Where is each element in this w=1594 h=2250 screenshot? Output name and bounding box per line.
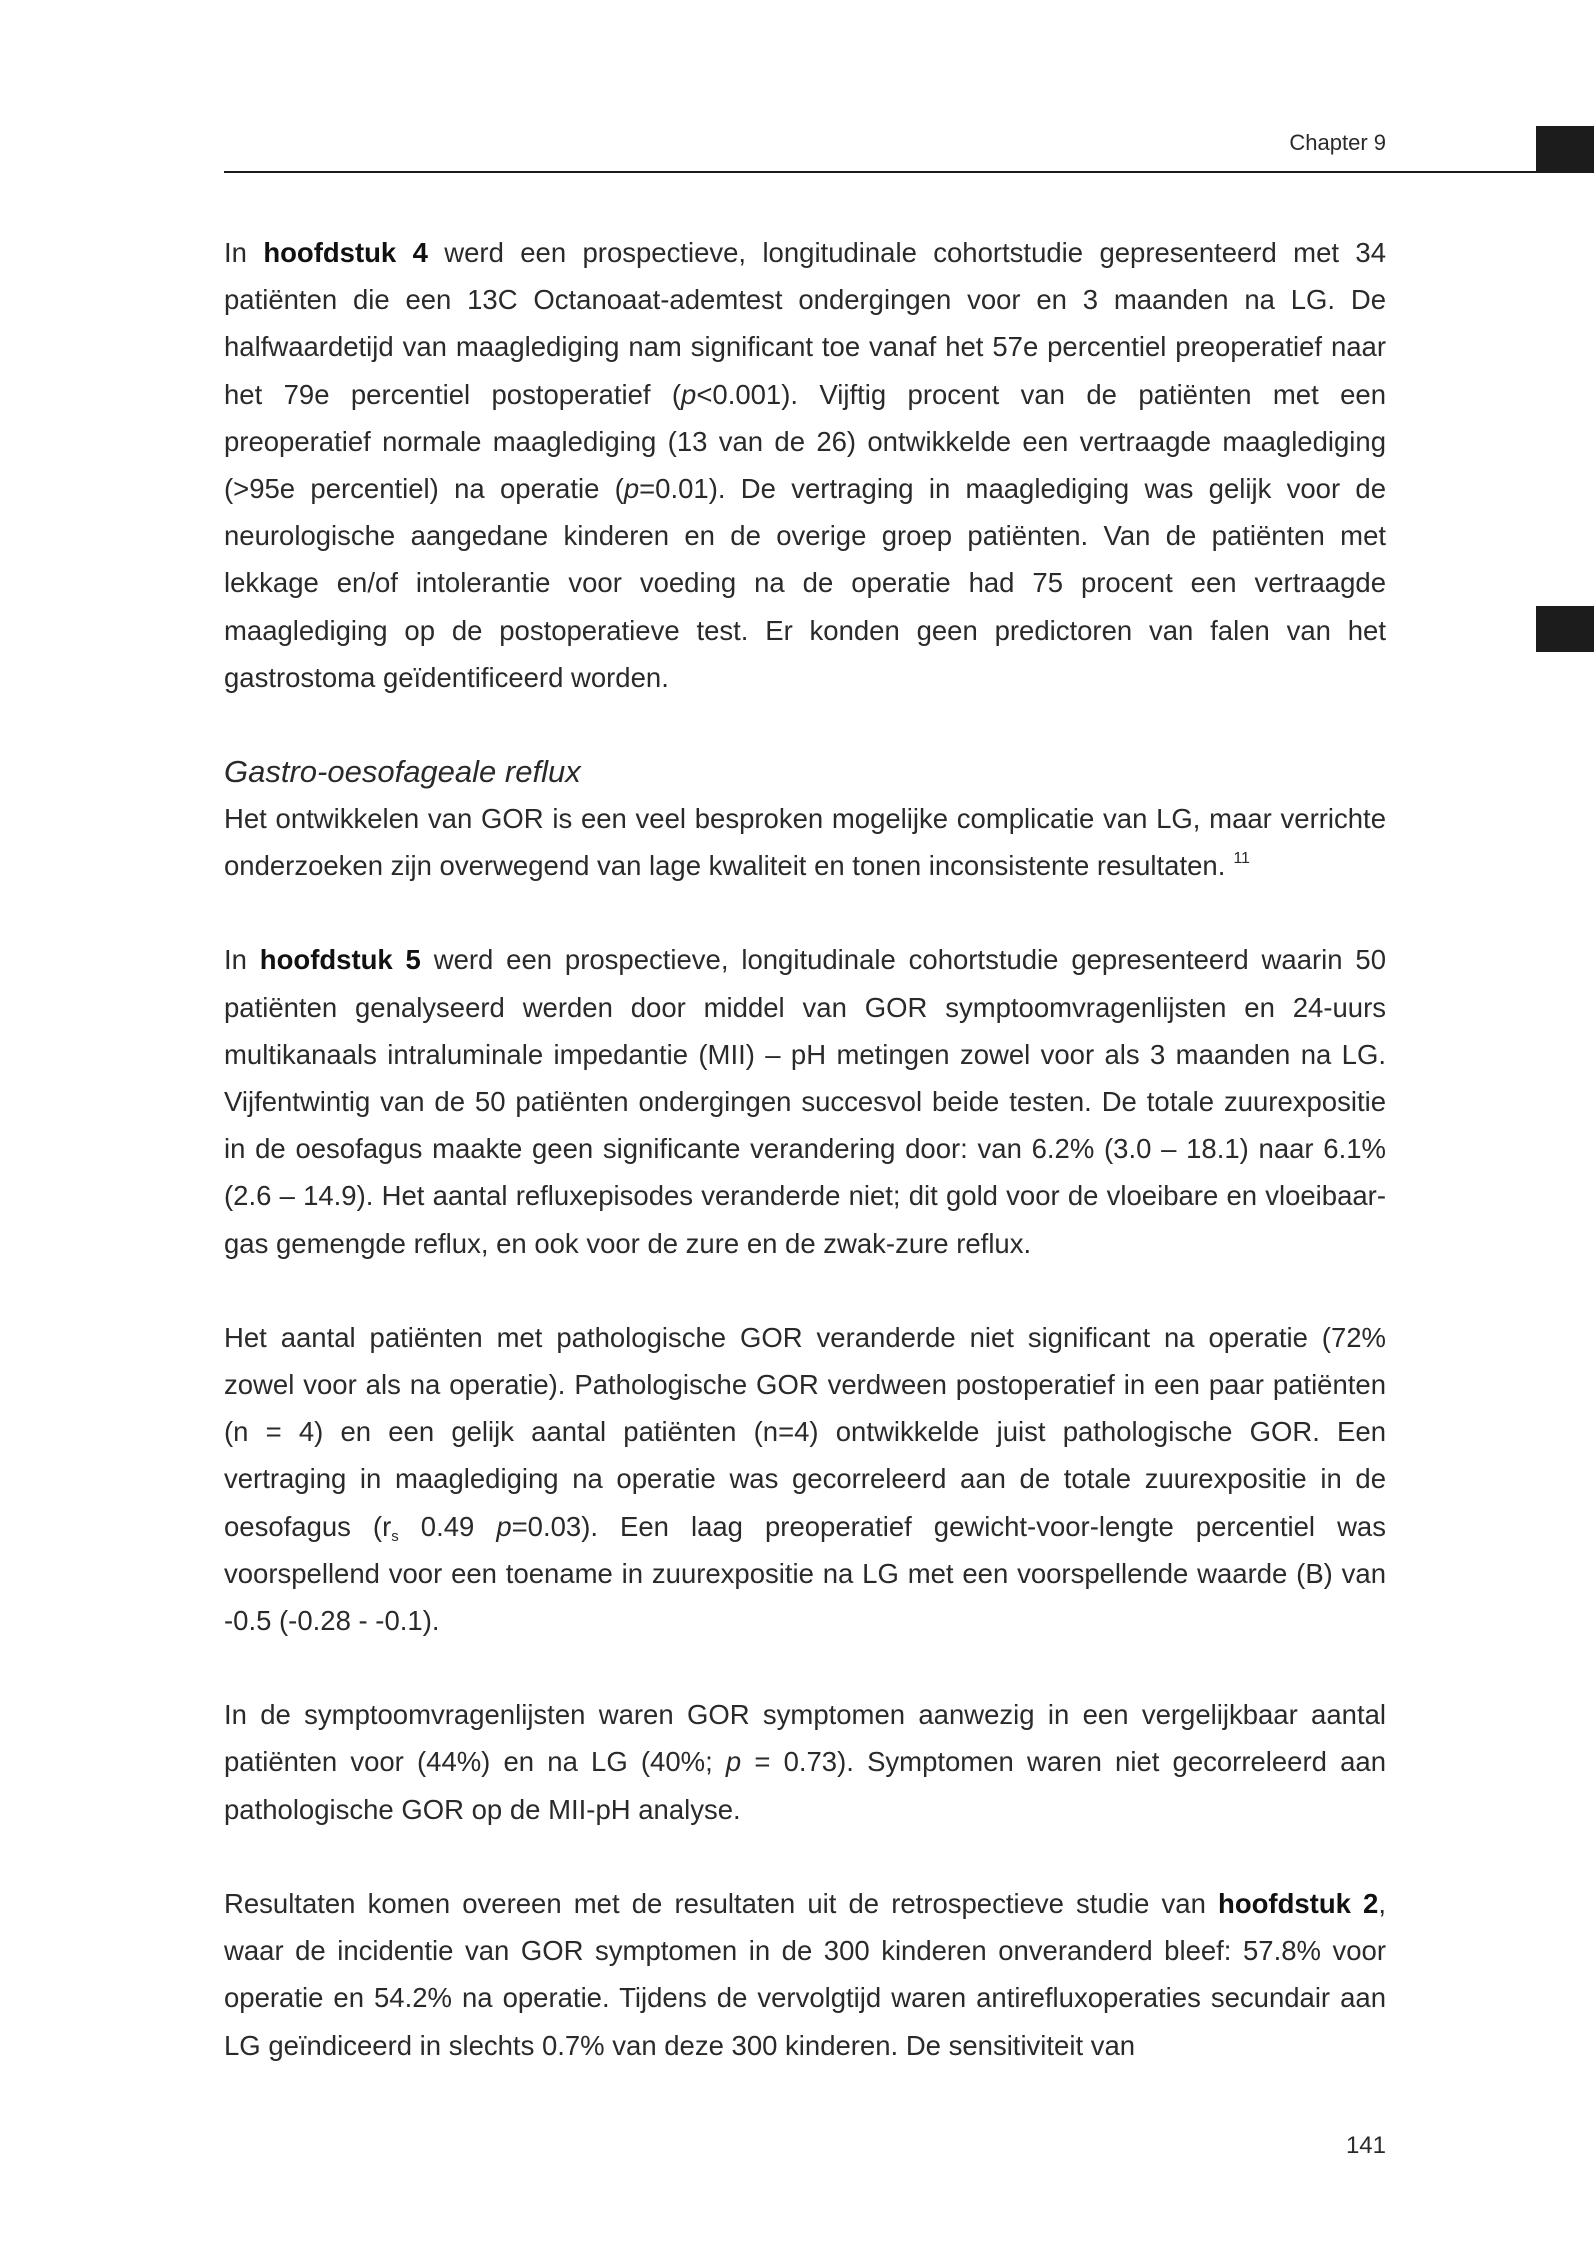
p-value-symbol: p [681,378,697,410]
text-run: werd een prospectieve, longitudinale cohortstudie gepresenteerd waarin 50 patiënten genalyseerd werden door middel van GOR symptoomvragenlijsten en 24-uurs multikanaals intraluminale impedantie (MII) – pH metingen zowel voor als 3 maanden na LG. Vijfentwintig van de 50 patiënten ondergingen succesvol beide testen. De totale zuurexpositie in de oesofagus maakte geen significante verandering door: van 6.2% (3.0 – 18.1) naar 6.1% (2.6 – 14.9). Het aantal refluxepisodes veranderde niet; dit gold voor de vloeibare en vloeibaar-gas gemengde reflux, en ook voor de zure en de zwak-zure reflux. [224,944,1386,1259]
text-run: =0.01). De vertraging in maaglediging was gelijk voor de neurologische aangedane kinderen en de overige groep patiënten. Van de patiënten met lekkage en/of intolerantie voor voeding na de operatie had 75 procent een vertraagde maaglediging op de postoperatieve test. Er konden geen predictoren van falen van het gastrostoma geïdentificeerd worden. [224,473,1386,693]
p-value-symbol: p [496,1510,512,1542]
body-text [224,229,1386,2069]
reference-superscript: 11 [1233,850,1250,868]
chapter-thumb-tab [1536,126,1594,172]
header-rule [224,171,1594,173]
chapter-marker-tab [1536,606,1594,652]
p-value-symbol: p [725,1746,742,1778]
text-run: Het aantal patiënten met pathologische GOR veranderde niet significant na operatie (72% zowel voor als na operatie). Pathologische GOR verdween postoperatief in een paar patiënten (n = 4) en een gelijk aantal patiënten (n=4) ontwikkelde juist pathologische GOR. Een vertraging in maaglediging na operatie was gecorreleerd aan de totale zuurexpositie in de oesofagus (r [224,1321,1386,1542]
paragraph-pathological-gor [224,1314,1386,1644]
text-run: <0.001). Vijftig procent van de patiënten met een preoperatief normale maaglediging (13 van de 26) ontwikkelde een vertraagde maaglediging (>95e percentiel) na operatie ( [224,378,1386,505]
chapter-label: Chapter 9 [1289,130,1386,155]
section-heading: Gastro-oesofageale reflux [224,754,581,790]
paragraph-hoofdstuk-4 [224,229,1386,701]
text-run: Het ontwikkelen van GOR is een veel besproken mogelijke complicatie van LG, maar verrichte onderzoeken zijn overwegend van lage kwaliteit en tonen inconsistente resultaten. [224,803,1386,882]
paragraph-results-hoofdstuk-2 [224,1880,1386,2069]
subscript: s [391,1527,399,1545]
text-run: Resultaten komen overeen met de resultaten uit de retrospectieve studie van [224,1887,1219,1919]
paragraph-gor-intro [224,795,1386,889]
paragraph-hoofdstuk-5 [224,936,1386,1266]
p-value-symbol: p [623,473,640,505]
page-number: 141 [1345,2132,1386,2159]
text-run: In de symptoomvragenlijsten waren GOR symptomen aanwezig in een vergelijkbaar aantal patiënten voor (44%) en na LG (40%; [224,1699,1386,1778]
text-run: =0.03). Een laag preoperatief gewicht-voor-lengte percentiel was voorspellend voor een toename in zuurexpositie na LG met een voorspellende waarde (B) van -0.5 (-0.28 - -0.1). [224,1510,1386,1637]
paragraph-symptom-questionnaires [224,1691,1386,1833]
chapter-reference: hoofdstuk 2 [1218,1887,1379,1919]
text-run: 0.49 [398,1510,497,1542]
chapter-reference: hoofdstuk 5 [259,944,421,976]
text-run: werd een prospectieve, longitudinale cohortstudie gepresenteerd met 34 patiënten die een 13C Octanoaat-ademtest ondergingen voor en 3 maanden na LG. De halfwaardetijd van maaglediging nam significant toe vanaf het 57e percentiel preoperatief naar het 79e percentiel postoperatief ( [224,237,1386,410]
text-run: = 0.73). Symptomen waren niet gecorreleerd aan pathologische GOR op de MII-pH analyse. [224,1746,1386,1825]
text-run: In [224,944,260,976]
text-run: In [224,237,264,268]
chapter-reference: hoofdstuk 4 [263,237,428,268]
text-run: , waar de incidentie van GOR symptomen in de 300 kinderen onveranderd bleef: 57.8% voor operatie en 54.2% na operatie. Tijdens de vervolgtijd waren antirefluxoperaties secundair aan LG geïndiceerd in slechts 0.7% van deze 300 kinderen. De sensitiviteit van [224,1887,1386,2061]
